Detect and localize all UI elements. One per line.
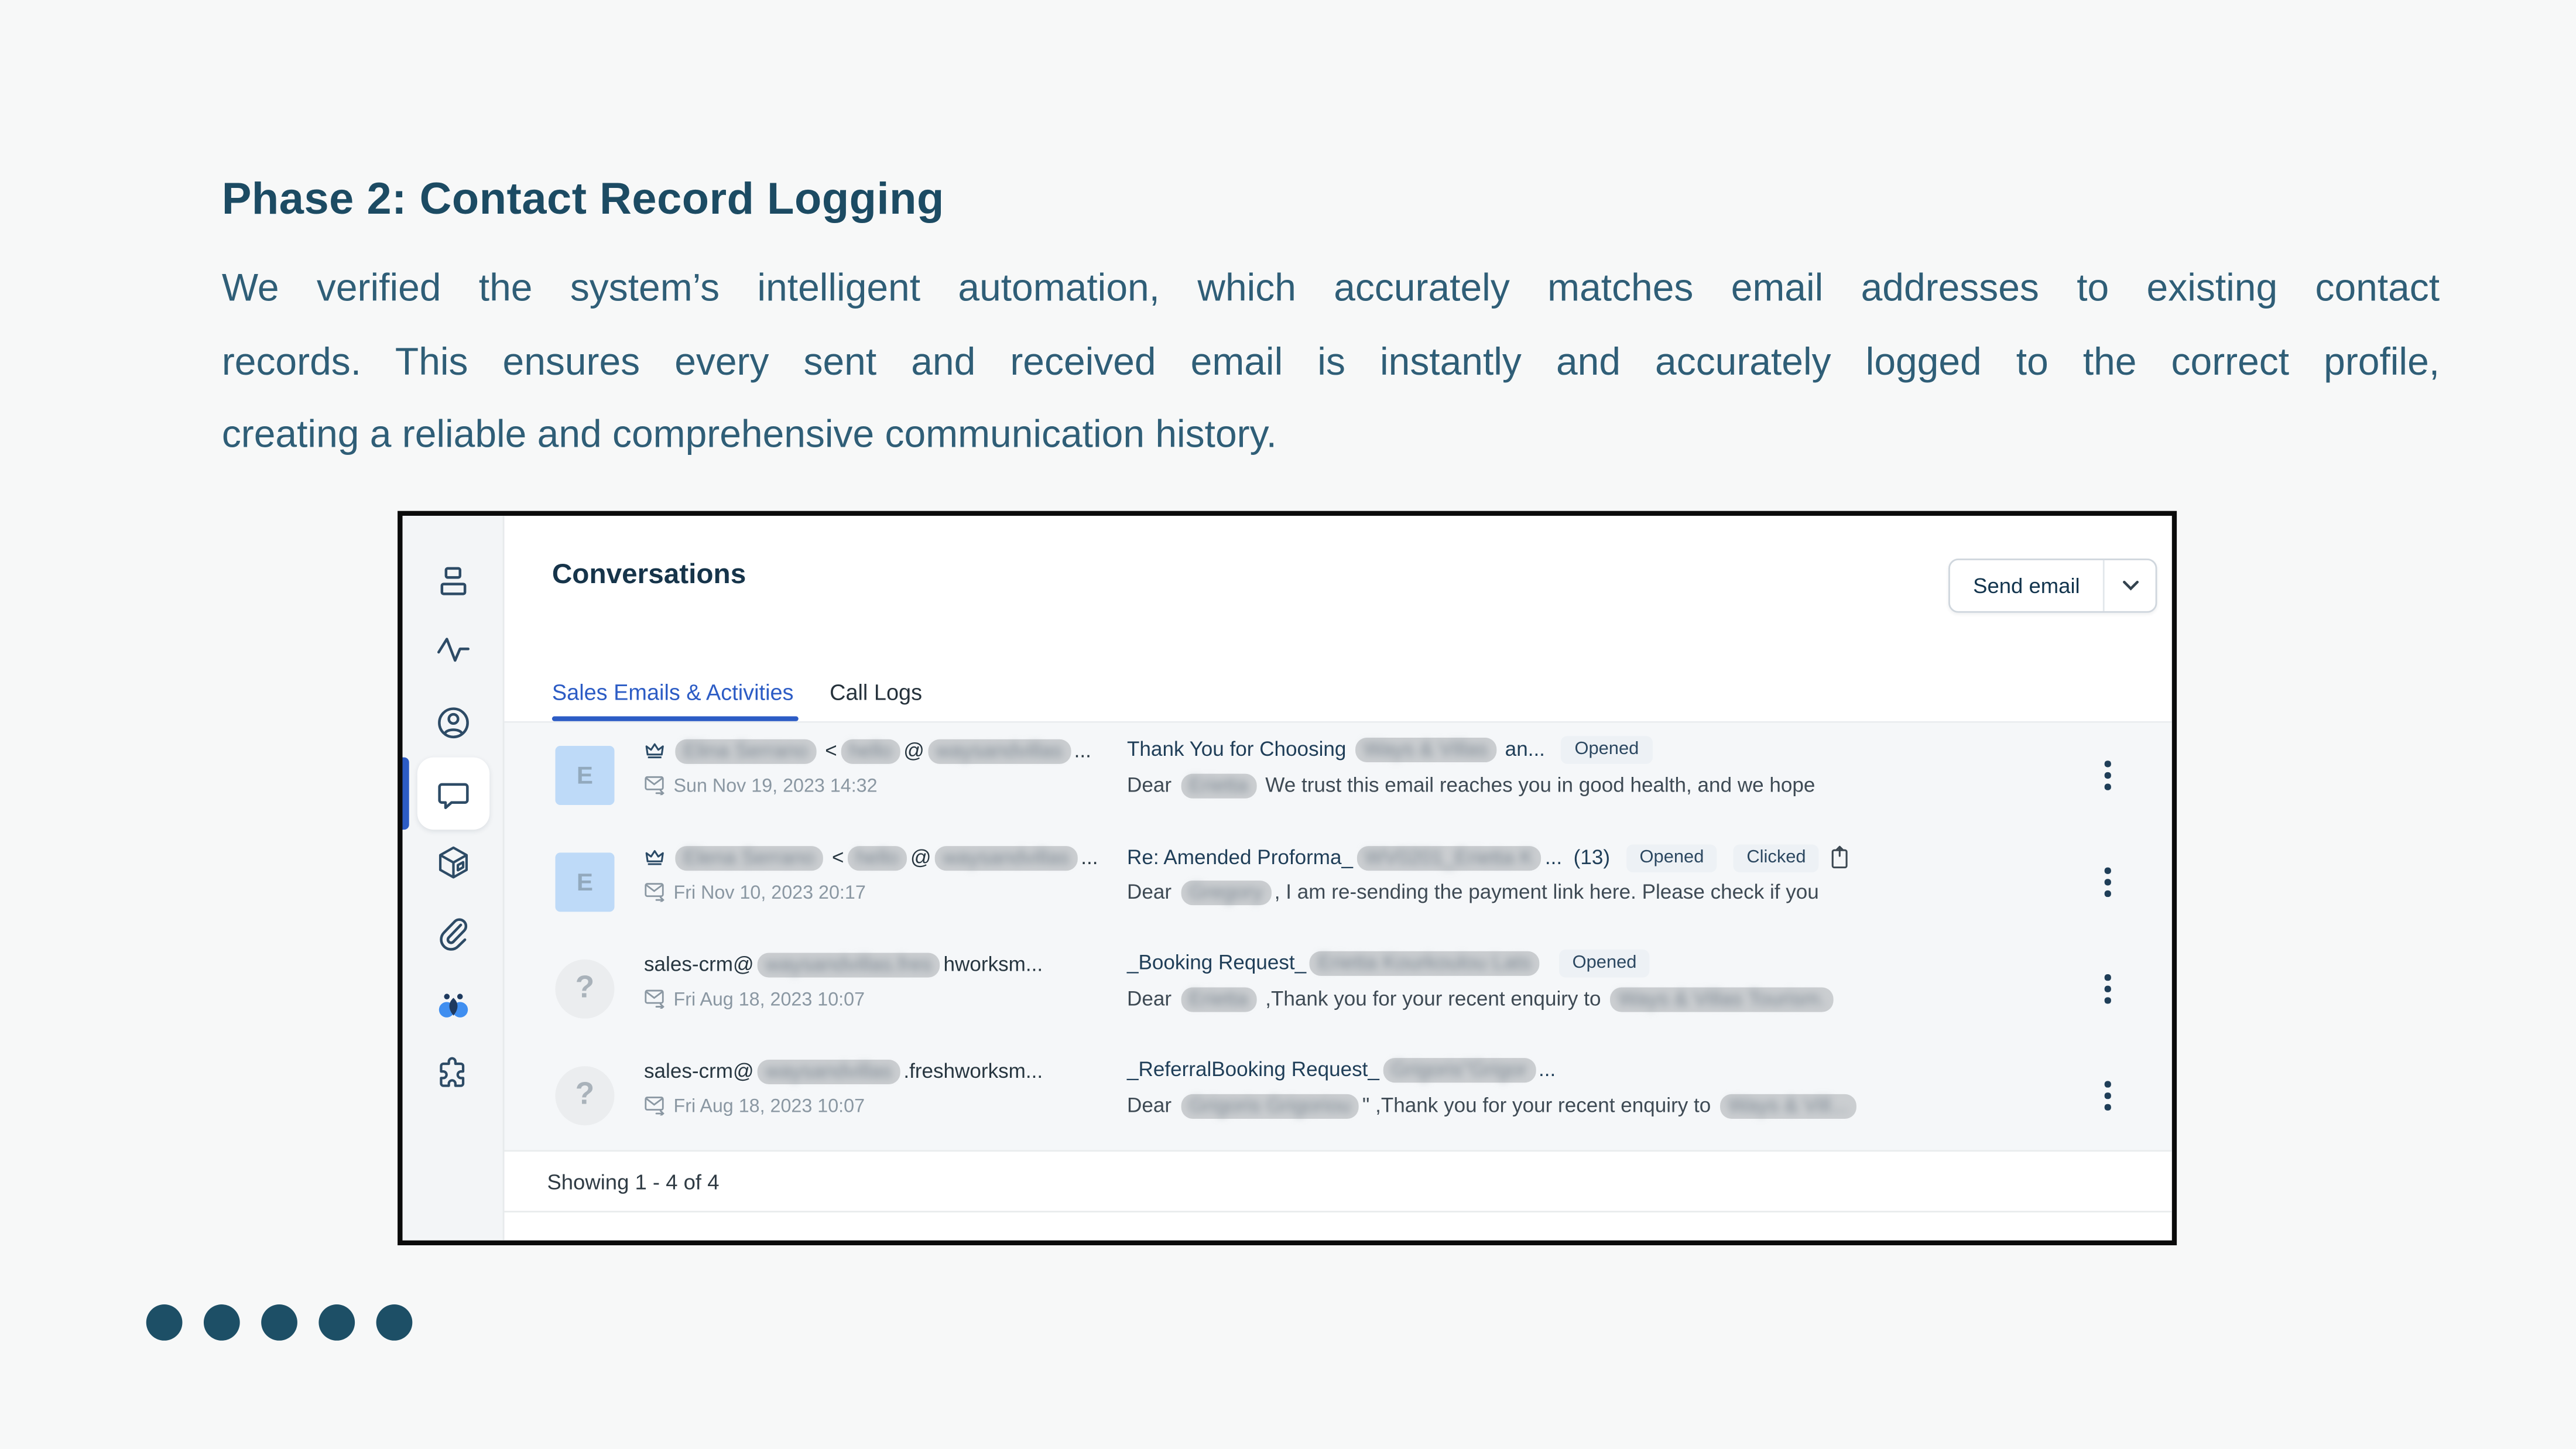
pagination-dot[interactable] [204,1304,240,1341]
text-segment: " ,Thank you for your recent enquiry to [1362,1094,1717,1118]
chevron-down-icon [2122,580,2138,592]
email-date: Fri Nov 10, 2023 20:17 [673,883,866,904]
redacted-text: Ways & Villas [1355,738,1496,762]
tab-sales-emails-activities[interactable]: Sales Emails & Activities [551,680,794,705]
crm-sidebar [402,516,504,1240]
redacted-text: Ways & Vill... [1720,1094,1856,1119]
email-row[interactable] [504,723,2171,830]
text-segment: Dear [1126,773,1177,797]
redacted-text: waysandvillas [757,1060,900,1084]
text-segment: < [819,739,837,763]
page-title: Phase 2: Contact Record Logging [221,174,944,224]
redacted-text: Erietta [1180,987,1256,1012]
date-line [644,775,878,796]
text-segment: sales-crm@ [643,1059,754,1083]
send-email-label[interactable]: Send email [1950,560,2105,611]
pagination-dot[interactable] [261,1304,297,1341]
redacted-text: waysandvillas [934,846,1077,871]
text-segment: < [826,846,844,869]
list-footer [504,1150,2171,1212]
send-email-dropdown[interactable] [2105,560,2156,611]
paragraph-line: creating a reliable and comprehensive communication history. [221,412,1277,455]
active-tab-underline [552,716,799,721]
tab-call-logs[interactable]: Call Logs [830,680,923,705]
attachments-paperclip-icon[interactable] [434,913,473,953]
paragraph-line: We verified the system’s intelligent automation, which accurately matches email addresses to existing contact [221,266,2440,309]
date-line [644,1096,865,1117]
text-segment: _Booking Request_ [1126,951,1307,975]
redacted-text: Grigoris"Grigor [1383,1058,1536,1083]
pagination-dot[interactable] [146,1304,183,1341]
sent-email-icon [644,775,665,795]
freddy-ai-icon[interactable] [434,984,473,1023]
paragraph-line: records. This ensures every sent and received email is instantly and accurately logged to the correct profile, [221,339,2440,382]
text-segment: Dear [1126,881,1177,904]
avatar: E [555,746,614,805]
email-subject [1127,738,1652,766]
showing-count: Showing 1 - 4 of 4 [547,1169,720,1194]
text-segment: Dear [1126,1094,1177,1118]
status-badge-opened: Opened [1626,844,1717,872]
email-preview [1127,881,1819,905]
redacted-text: hello [840,739,900,764]
row-menu-kebab[interactable] [2091,968,2124,1010]
attachment-clipboard-icon [1829,844,1850,869]
email-subject [1127,951,1650,979]
integrations-puzzle-icon[interactable] [434,1053,473,1092]
crm-screenshot-panel [398,511,2177,1245]
crown-icon [644,846,665,867]
email-row[interactable] [504,830,2171,936]
avatar: ? [555,1066,614,1125]
text-segment: @ [903,739,924,763]
text-segment: We trust this email reaches you in good health, and we hope [1259,773,1815,797]
redacted-text: Gregory [1180,881,1271,905]
text-segment: ... [1074,739,1091,763]
email-preview [1127,987,1837,1012]
text-segment: @ [910,846,931,869]
sender-line [644,953,1043,978]
sender-line [644,739,1091,764]
contacts-icon[interactable] [434,703,473,742]
email-preview [1127,774,1815,799]
conversations-chat-icon[interactable] [434,774,473,813]
body-paragraph [222,251,2440,471]
redacted-text: Elina Serrano [675,739,816,764]
text-segment: ... [1081,846,1098,869]
avatar: ? [555,960,614,1019]
text-segment: an... [1499,737,1545,761]
text-segment: ,Thank you for your recent enquiry to [1259,987,1607,1010]
text-segment: Thank You for Choosing [1126,737,1352,761]
activity-pulse-icon[interactable] [434,631,473,670]
text-segment: hworksm... [943,953,1043,976]
email-date: Sun Nov 19, 2023 14:32 [673,777,878,797]
row-menu-kebab[interactable] [2091,1074,2124,1117]
crown-icon [644,739,665,761]
status-badge-clicked: Clicked [1734,844,1819,872]
avatar: E [555,852,614,912]
panel-title: Conversations [551,559,746,590]
products-cube-icon[interactable] [434,843,473,882]
text-segment: Re: Amended Proforma_ [1126,846,1354,869]
redacted-text: waysandvillas.fres [757,953,940,978]
email-date: Fri Aug 18, 2023 10:07 [673,991,865,1010]
send-email-button[interactable] [1948,559,2157,613]
redacted-text: WV0201_Erietta K [1356,846,1542,871]
redacted-text: Grigoris Grigoriou [1180,1094,1359,1119]
text-segment: .freshworksm... [903,1059,1043,1083]
text-segment: Dear [1126,987,1177,1010]
row-menu-kebab[interactable] [2091,754,2124,797]
email-list [504,723,2171,1150]
redacted-text: hello [847,846,907,871]
redacted-text: Erietta Kourkoulou Lats [1310,951,1540,976]
email-subject [1127,1058,1556,1083]
redacted-text: Elena Serrano [675,846,823,871]
sent-email-icon [644,989,665,1009]
email-preview [1127,1094,1859,1119]
board-icon[interactable] [434,562,473,601]
pagination-dot[interactable] [318,1304,355,1341]
pagination-dots [146,1304,413,1341]
row-menu-kebab[interactable] [2091,861,2124,903]
sidebar-selected-bar [402,758,409,830]
sent-email-icon [644,882,665,902]
status-badge-opened: Opened [1561,736,1652,764]
text-segment: _ReferralBooking Request_ [1126,1058,1379,1081]
text-segment: ... [1538,1058,1556,1081]
email-row[interactable] [504,1043,2171,1150]
email-date: Fri Aug 18, 2023 10:07 [673,1097,865,1118]
pagination-dot[interactable] [376,1304,413,1341]
email-subject [1127,844,1850,874]
text-segment: , I am re-sending the payment link here. Please check if you [1274,881,1819,904]
sender-line [644,846,1098,871]
date-line [644,989,865,1010]
email-row[interactable] [504,936,2171,1043]
text-segment: ... (13) [1544,846,1611,869]
redacted-text: waysandvillas [927,739,1070,764]
text-segment: sales-crm@ [643,953,754,976]
sender-line [644,1060,1043,1084]
status-badge-opened: Opened [1559,950,1650,978]
redacted-text: Erietta [1180,774,1256,799]
sent-email-icon [644,1096,665,1116]
redacted-text: Ways & Villas Tourism. [1610,987,1834,1012]
date-line [644,882,866,903]
